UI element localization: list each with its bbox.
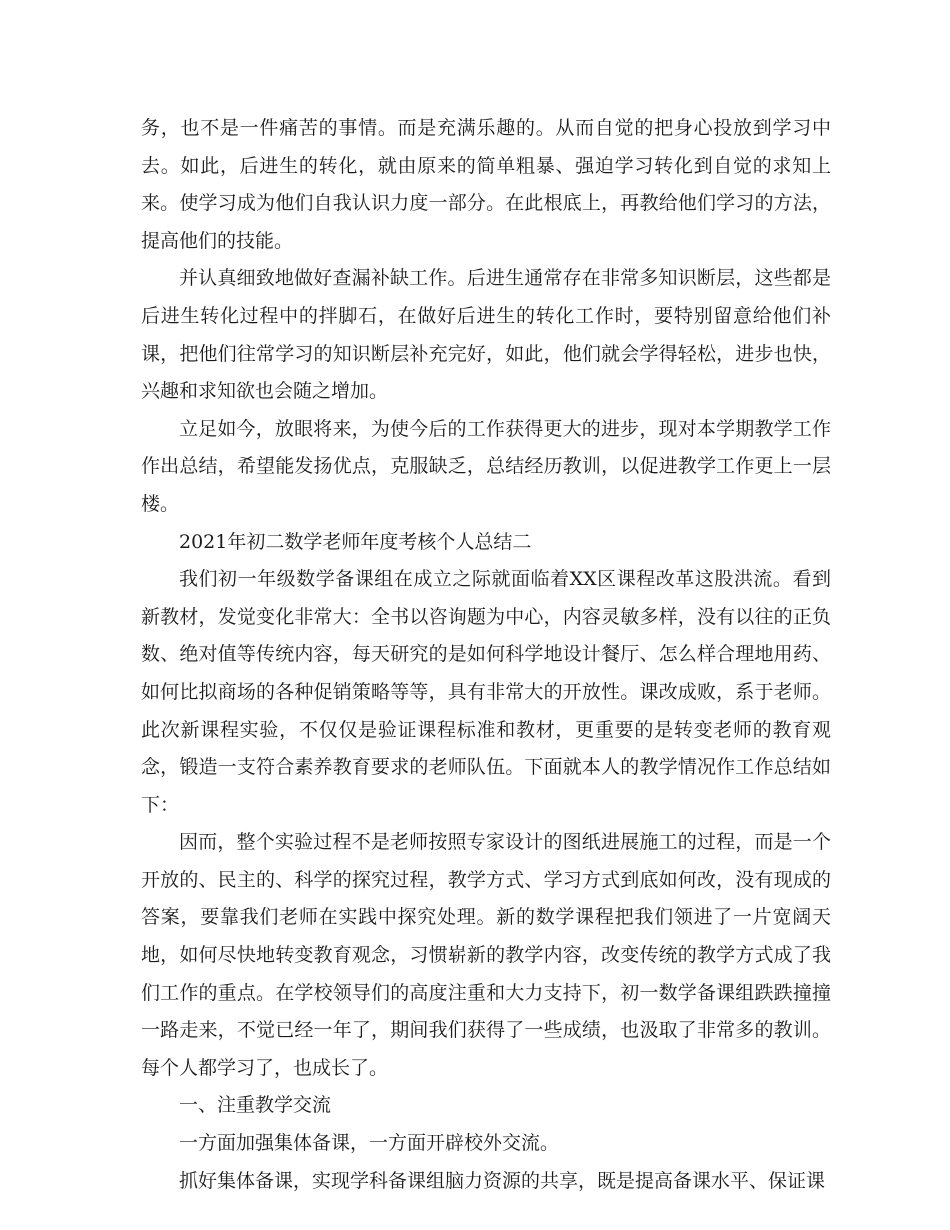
paragraph-continued: 务，也不是一件痛苦的事情。而是充满乐趣的。从而自觉的把身心投放到学习中去。如此，后进生的转化，就由原来的简单粗暴、强迫学习转化到自觉的求知上来。使学习成为他们自我认识力度一部分。在此根底上，再教给他们学习的方法，提高他们的技能。 [141, 117, 831, 252]
heading-teaching-exchange: 一、注重教学交流 [179, 1094, 332, 1117]
paragraph-exploration-process: 因而，整个实验过程不是老师按照专家设计的图纸进展施工的过程，而是一个开放的、民主的、科学的探究过程，教学方式、学习方式到底如何改，没有现成的答案，要靠我们老师在实践中探究处理。新的数学课程把我们领进了一片宽阔天地，如何尽快地转变教育观念，习惯崭新的教学内容，改变传统的教学方式成了我们工作的重点。在学校领导们的高度注重和大力支持下，初一数学备课组跌跌撞撞一路走来，不觉已经一年了，期间我们获得了一些成绩，也汲取了非常多的教训。每个人都学习了，也成长了。 [141, 831, 831, 1079]
paragraph-semester-summary: 立足如今，放眼将来，为使今后的工作获得更大的进步，现对本学期教学工作作出总结，希望能发扬优点，克服缺乏，总结经历教训，以促进教学工作更上一层楼。 [141, 417, 831, 515]
paragraph-remedial-work: 并认真细致地做好查漏补缺工作。后进生通常存在非常多知识断层，这些都是后进生转化过程中的拌脚石，在做好后进生的转化工作时，要特别留意给他们补课，把他们往常学习的知识断层补充完好，如此，他们就会学得轻松，进步也快，兴趣和求知欲也会随之增加。 [141, 267, 831, 403]
paragraph-resource-sharing: 抓好集体备课，实现学科备课组脑力资源的共享，既是提高备课水平、保证课 [179, 1169, 826, 1192]
document-body [141, 110, 831, 1200]
section-title-summary-two: 2021年初二数学老师年度考核个人总结二 [179, 530, 532, 553]
paragraph-curriculum-reform: 我们初一年级数学备课组在成立之际就面临着XX区课程改革这股洪流。看到新教材，发觉变化非常大：全书以咨询题为中心，内容灵敏多样，没有以往的正负数、绝对值等传统内容，每天研究的是如何科学地设计餐厅、怎么样合理地用药、如何比拟商场的各种促销策略等等，具有非常大的开放性。课改成败，系于老师。此次新课程实验，不仅仅是验证课程标准和教材，更重要的是转变老师的教育观念，锻造一支符合素养教育要求的老师队伍。下面就本人的教学情况作工作总结如下： [141, 568, 831, 816]
paragraph-collective-prep: 一方面加强集体备课，一方面开辟校外交流。 [179, 1132, 560, 1155]
